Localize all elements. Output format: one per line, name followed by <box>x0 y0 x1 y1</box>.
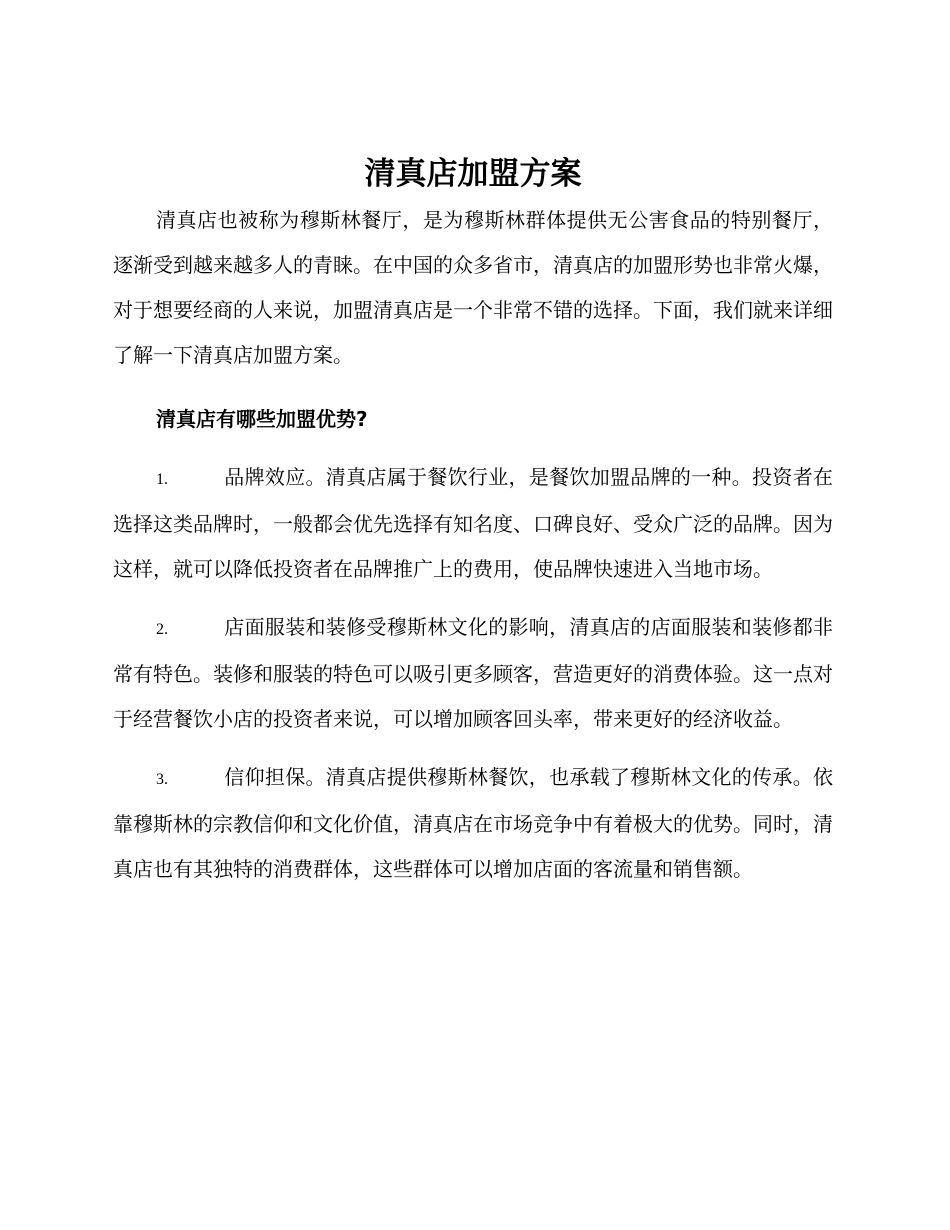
advantage-number: 3. <box>156 771 168 788</box>
advantage-item-1 <box>113 455 833 592</box>
intro-paragraph: 清真店也被称为穆斯林餐厅，是为穆斯林群体提供无公害食品的特别餐厅，逐渐受到越来越多人的青睐。在中国的众多省市，清真店的加盟形势也非常火爆，对于想要经商的人来说，加盟清真店是一个非常不错的选择。下面，我们就来详细了解一下清真店加盟方案。 <box>113 208 833 367</box>
advantage-text: 信仰担保。清真店提供穆斯林餐饮，也承载了穆斯林文化的传承。依靠穆斯林的宗教信仰和文化价值，清真店在市场竞争中有着极大的优势。同时，清真店也有其独特的消费群体，这些群体可以增加店面的客流量和销售额。 <box>113 765 833 881</box>
advantage-item-3 <box>113 755 833 892</box>
document-body <box>113 150 833 892</box>
advantage-text: 店面服装和装修受穆斯林文化的影响，清真店的店面服装和装修都非常有特色。装修和服装的特色可以吸引更多顾客，营造更好的消费体验。这一点对于经营餐饮小店的投资者来说，可以增加顾客回头率，带来更好的经济收益。 <box>113 615 833 731</box>
advantage-item-2 <box>113 605 833 742</box>
document-title: 清真店加盟方案 <box>364 156 582 192</box>
advantage-number: 1. <box>156 471 168 488</box>
advantage-text: 品牌效应。清真店属于餐饮行业，是餐饮加盟品牌的一种。投资者在选择这类品牌时，一般都会优先选择有知名度、口碑良好、受众广泛的品牌。因为这样，就可以降低投资者在品牌推广上的费用，使品牌快速进入当地市场。 <box>113 465 833 581</box>
section-heading: 清真店有哪些加盟优势? <box>156 407 368 431</box>
advantage-number: 2. <box>156 621 168 638</box>
